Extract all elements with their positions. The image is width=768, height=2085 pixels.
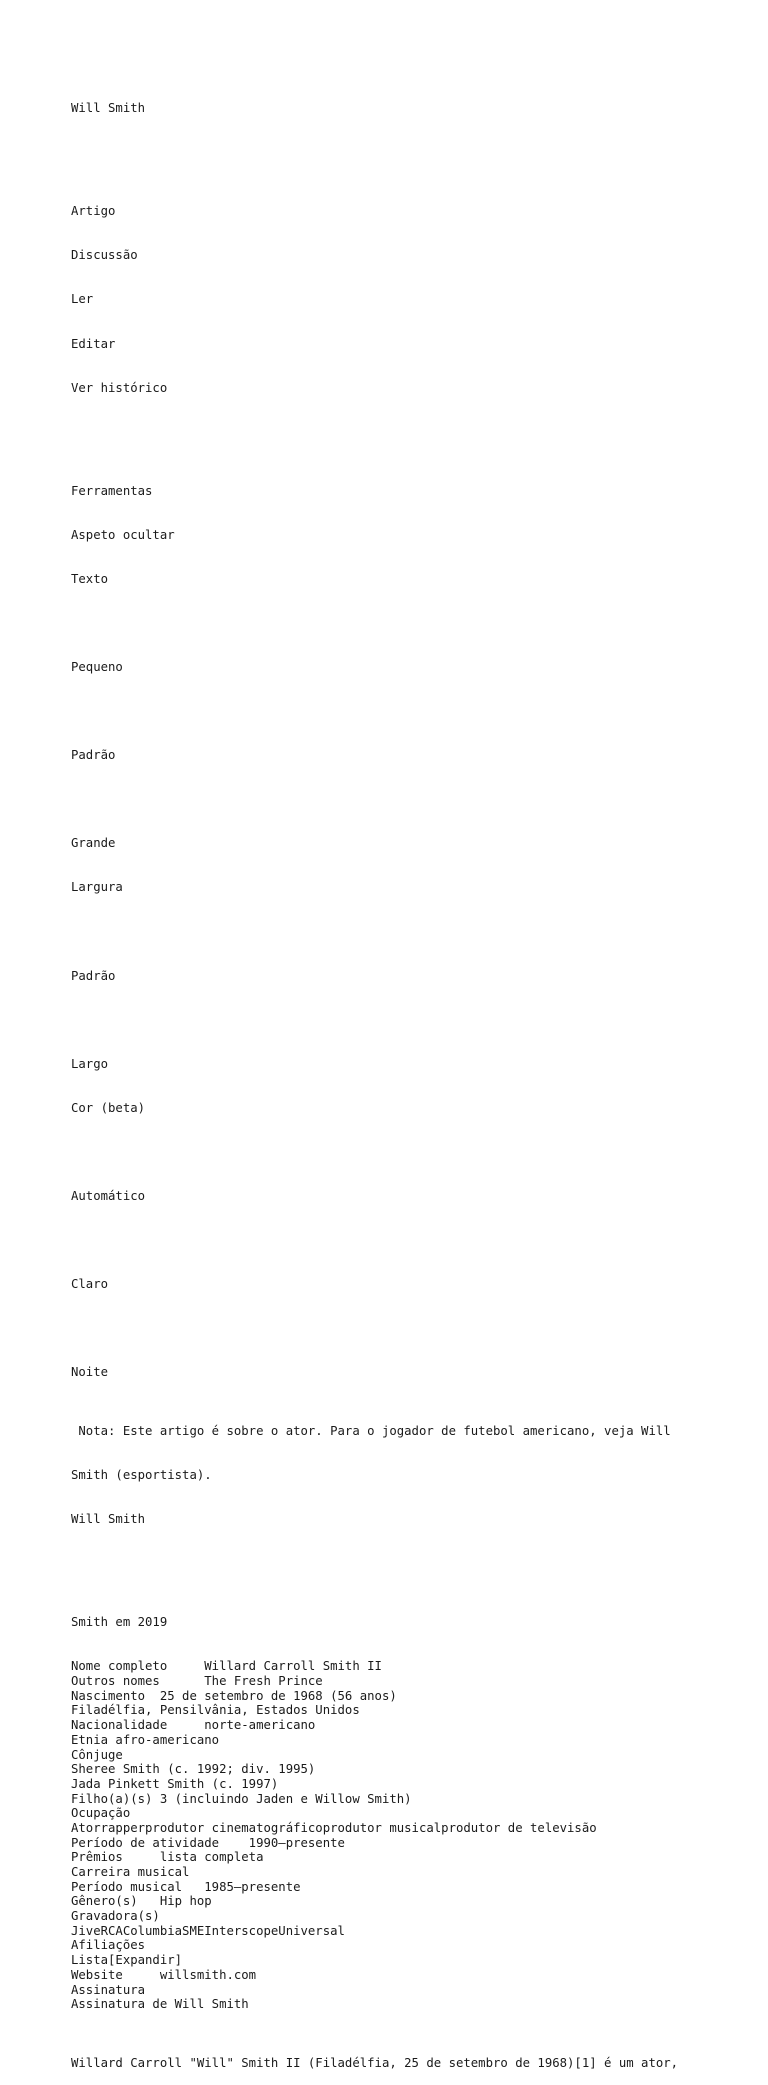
color-auto-option[interactable]: Automático [71, 1189, 146, 1204]
action-ver-historico[interactable]: Ver histórico [71, 380, 168, 395]
infobox-row: Filadélfia, Pensilvânia, Estados Unidos [71, 1703, 360, 1718]
infobox-row: Gravadora(s) [71, 1909, 160, 1924]
width-default-option[interactable]: Padrão [71, 968, 116, 983]
infobox-row: Gênero(s) Hip hop [71, 1894, 212, 1909]
color-label: Cor (beta) [71, 1100, 146, 1115]
infobox-row: Período de atividade 1990–presente [71, 1835, 345, 1850]
spacer [71, 616, 751, 631]
infobox-row: Nascimento 25 de setembro de 1968 (56 anos) [71, 1688, 397, 1703]
hatnote-line-2[interactable]: Smith (esportista). [71, 1468, 212, 1483]
infobox-caption: Smith em 2019 [71, 1615, 168, 1630]
infobox-row: Jada Pinkett Smith (c. 1997) [71, 1776, 279, 1791]
infobox-row: Outros nomes The Fresh Prince [71, 1674, 323, 1689]
text-size-label: Texto [71, 571, 109, 586]
infobox-row: Website willsmith.com [71, 1967, 257, 1982]
infobox-title: Will Smith [71, 1512, 146, 1527]
infobox-row: Assinatura [71, 1982, 146, 1997]
infobox-row: Cônjuge [71, 1747, 123, 1762]
infobox-row: Carreira musical [71, 1865, 190, 1880]
spacer [71, 1557, 751, 1572]
infobox-row: Assinatura de Will Smith [71, 1997, 249, 2012]
infobox-row: Período musical 1985–presente [71, 1879, 301, 1894]
infobox-rows [71, 1659, 751, 2012]
spacer [71, 146, 751, 161]
tab-discussao[interactable]: Discussão [71, 248, 138, 263]
action-editar[interactable]: Editar [71, 336, 116, 351]
infobox-row: Afiliações [71, 1938, 146, 1953]
spacer [71, 1233, 751, 1248]
spacer [71, 1013, 751, 1028]
page-title: Will Smith [71, 101, 146, 116]
infobox-row: Nacionalidade norte-americano [71, 1718, 316, 1733]
infobox-row: Ocupação [71, 1806, 131, 1821]
infobox-row: Prêmios lista completa [71, 1850, 264, 1865]
color-night-option[interactable]: Noite [71, 1365, 109, 1380]
infobox-row: JiveRCAColumbiaSMEInterscopeUniversal [71, 1923, 345, 1938]
infobox-row: Sheree Smith (c. 1992; div. 1995) [71, 1762, 316, 1777]
appearance-toggle[interactable]: Aspeto ocultar [71, 527, 175, 542]
spacer [71, 704, 751, 719]
tools-menu[interactable]: Ferramentas [71, 483, 153, 498]
spacer [71, 425, 751, 440]
infobox-row: Filho(a)(s) 3 (incluindo Jaden e Willow Smith) [71, 1791, 412, 1806]
spacer [71, 792, 751, 807]
infobox-row: Nome completo Willard Carroll Smith II [71, 1659, 382, 1674]
infobox-row: Etnia afro-americano [71, 1732, 220, 1747]
document-text [71, 72, 751, 2085]
width-wide-option[interactable]: Largo [71, 1056, 109, 1071]
hatnote-line-1: Nota: Este artigo é sobre o ator. Para o jogador de futebol americano, veja Will [71, 1424, 671, 1439]
color-light-option[interactable]: Claro [71, 1277, 109, 1292]
text-size-default-option[interactable]: Padrão [71, 748, 116, 763]
tab-artigo[interactable]: Artigo [71, 204, 116, 219]
spacer [71, 925, 751, 940]
spacer [71, 1145, 751, 1160]
text-size-small-option[interactable]: Pequeno [71, 659, 123, 674]
text-size-large-option[interactable]: Grande [71, 836, 116, 851]
spacer [71, 1321, 751, 1336]
action-ler[interactable]: Ler [71, 292, 94, 307]
infobox-row: Lista[Expandir] [71, 1953, 183, 1968]
infobox-row: Atorrapperprodutor cinematográficoprodutor musicalprodutor de televisão [71, 1820, 597, 1835]
article-first-line: Willard Carroll "Will" Smith II (Filadélfia, 25 de setembro de 1968)[1] é um ator, [71, 2056, 679, 2071]
width-label: Largura [71, 880, 123, 895]
